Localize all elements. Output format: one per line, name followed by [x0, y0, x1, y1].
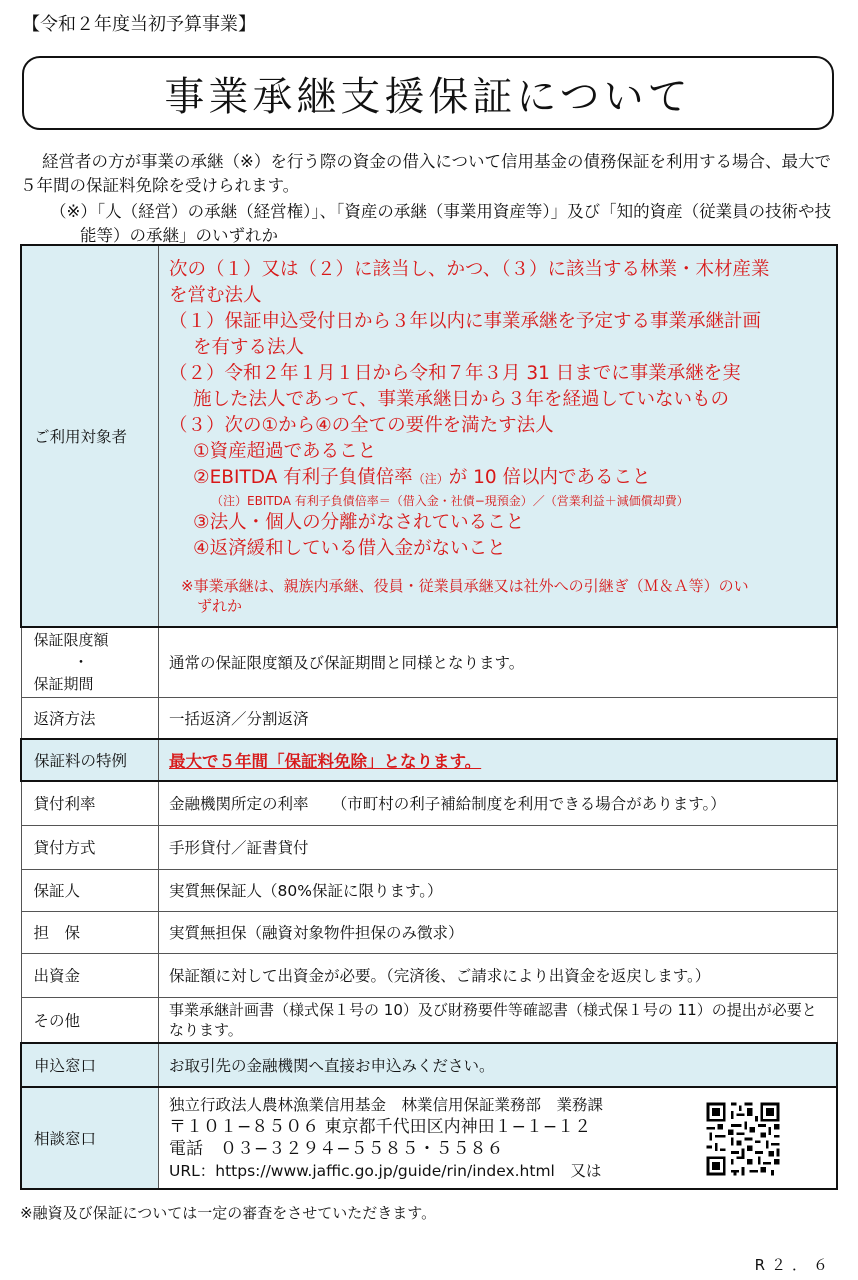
row-lending	[21, 825, 837, 869]
requirement-2a: ②EBITDA 有利子負債倍率	[193, 466, 413, 488]
fee-text: 最大で５年間「保証料免除」となります。	[169, 752, 482, 771]
row-eligible	[21, 245, 837, 627]
value-contribution: 保証額に対して出資金が必要。（完済後、ご請求により出資金を返戻します。）	[159, 953, 838, 997]
value-other: 事業承継計画書（様式保１号の 10）及び財務要件等確認書（様式保１号の 11）の提出が必要となります。	[159, 997, 838, 1043]
row-apply	[21, 1043, 837, 1087]
intro	[20, 150, 838, 248]
label-eligible: ご利用対象者	[21, 245, 159, 627]
value-rate: 金融機関所定の利率 （市町村の利子補給制度を利用できる場合があります。）	[159, 781, 838, 825]
requirement-2-note-mark: （注）	[412, 471, 449, 486]
label-fee: 保証料の特例	[21, 739, 159, 781]
label-limit-dot: ・	[73, 653, 89, 672]
row-collateral	[21, 911, 837, 953]
value-limit: 通常の保証限度額及び保証期間と同様となります。	[159, 627, 838, 697]
eligible-cond2b: 施した法人であって、事業承継日から３年を経過していないもの	[193, 388, 729, 410]
label-contribution: 出資金	[21, 953, 159, 997]
eligible-cond3: （３）次の①から④の全ての要件を満たす法人	[169, 414, 554, 436]
requirement-2	[169, 465, 826, 492]
consult-org: 独立行政法人農林漁業信用基金 林業信用保証業務部 業務課	[169, 1096, 604, 1114]
row-other	[21, 997, 837, 1043]
page-number: R２．６	[754, 1256, 834, 1274]
requirement-2b: が 10 倍以内であること	[448, 466, 651, 488]
row-consult	[21, 1087, 837, 1189]
label-limit-1: 保証限度額	[33, 631, 109, 650]
label-lending: 貸付方式	[21, 825, 159, 869]
info-table	[20, 244, 838, 1190]
consult-url[interactable]: URL：https://www.jaffic.go.jp/guide/rin/index.html 又は	[169, 1162, 602, 1180]
label-apply: 申込窓口	[21, 1043, 159, 1087]
value-apply: お取引先の金融機関へ直接お申込みください。	[159, 1043, 838, 1087]
eligible-cond1b: を有する法人	[193, 336, 305, 358]
value-collateral: 実質無担保（融資対象物件担保のみ徴求）	[159, 911, 838, 953]
requirement-1: ①資産超過であること	[193, 440, 377, 462]
page-title: 事業承継支援保証について	[164, 73, 692, 120]
eligible-cond1a: （１）保証申込受付日から３年以内に事業承継を予定する事業承継計画	[169, 310, 762, 332]
requirement-3: ③法人・個人の分離がなされていること	[193, 511, 525, 533]
requirement-2-formula: （注）EBITDA 有利子負債倍率＝（借入金・社債−現預金）／（営業利益＋減価償却費）	[211, 493, 689, 508]
value-fee	[159, 739, 838, 781]
intro-paragraph: 経営者の方が事業の承継（※）を行う際の資金の借入について信用基金の債務保証を利用する場合、最大で５年間の保証料免除を受けられます。	[20, 152, 831, 195]
requirement-4: ④返済緩和している借入金がないこと	[193, 537, 506, 559]
row-repay	[21, 697, 837, 739]
value-lending: 手形貸付／証書貸付	[159, 825, 838, 869]
label-guarantor: 保証人	[21, 869, 159, 911]
value-repay: 一括返済／分割返済	[159, 697, 838, 739]
label-limit-2: 保証期間	[33, 675, 94, 694]
row-limit	[21, 627, 837, 697]
succession-note-b: ずれか	[197, 596, 243, 615]
header-tag: 【令和２年度当初予算事業】	[22, 14, 256, 35]
succession-note-a: ※事業承継は、親族内承継、役員・従業員承継又は社外への引継ぎ（Ｍ＆Ａ等）のい	[181, 576, 749, 595]
consult-phone: 電話 ０３−３２９４−５５８５・５５８６	[169, 1139, 504, 1159]
label-consult: 相談窓口	[21, 1087, 159, 1189]
eligible-cond2a: （２）令和２年１月１日から令和７年３月 31 日までに事業承継を実	[169, 362, 741, 384]
eligible-line1: 次の（１）又は（２）に該当し、かつ、（３）に該当する林業・木材産業	[169, 258, 770, 280]
intro-note: （※）「人（経営）の承継（経営権）」、「資産の承継（事業用資産等）」及び「知的資産（従業員の技術や技能等）の承継」のいずれか	[50, 202, 832, 245]
value-guarantor: 実質無保証人（80%保証に限ります。）	[159, 869, 838, 911]
qr-code-icon	[700, 1100, 786, 1178]
eligible-line2: を営む法人	[169, 284, 262, 306]
succession-note	[169, 576, 826, 616]
row-rate	[21, 781, 837, 825]
label-limit	[21, 627, 159, 697]
label-rate: 貸付利率	[21, 781, 159, 825]
title-box	[22, 56, 834, 130]
value-eligible	[159, 245, 838, 627]
row-guarantor	[21, 869, 837, 911]
label-collateral: 担 保	[21, 911, 159, 953]
row-contribution	[21, 953, 837, 997]
footnote: ※融資及び保証については一定の審査をさせていただきます。	[20, 1204, 437, 1222]
consult-address: 〒１０１−８５０６ 東京都千代田区内神田１−１−１２	[169, 1117, 592, 1137]
value-consult	[159, 1087, 838, 1189]
label-repay: 返済方法	[21, 697, 159, 739]
row-fee	[21, 739, 837, 781]
label-other: その他	[21, 997, 159, 1043]
